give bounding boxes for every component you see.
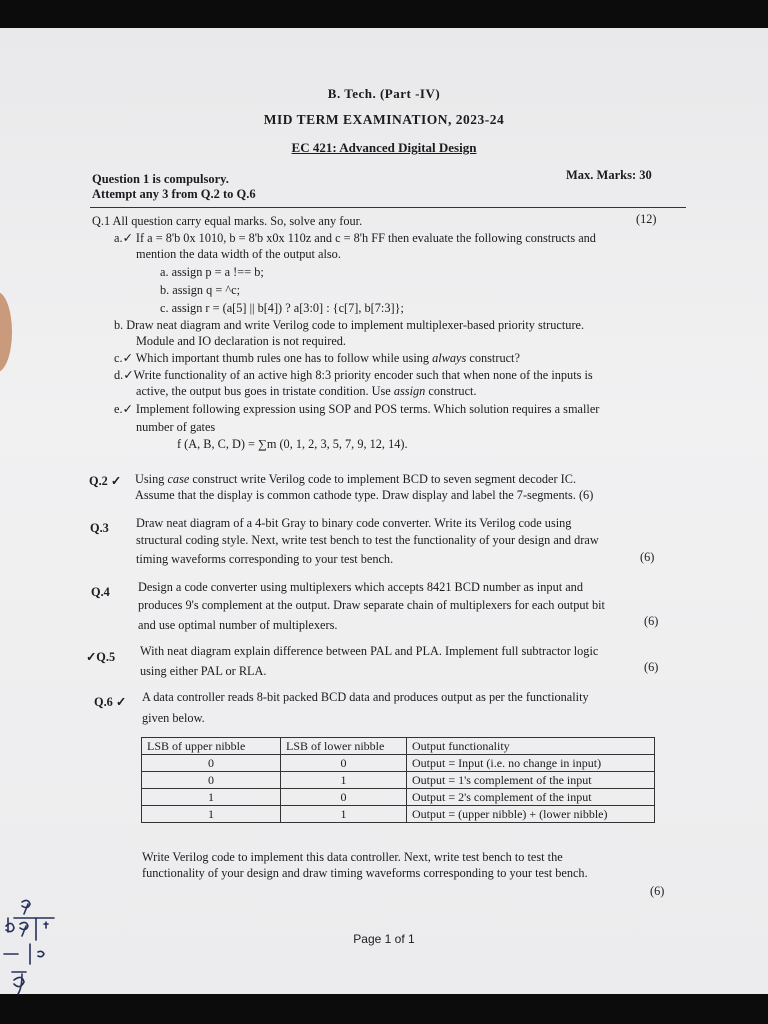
table-row bbox=[142, 789, 655, 806]
q1a-ii: b. assign q = ^c; bbox=[160, 283, 240, 297]
q1d-line2: active, the output bus goes in tristate condition. Use assign construct. bbox=[136, 384, 477, 398]
table-cell: 1 bbox=[281, 806, 407, 823]
q1e-line1: e.✓ Implement following expression using SOP and POS terms. Which solution requires a smaller bbox=[114, 402, 600, 416]
q3-line1: Draw neat diagram of a 4-bit Gray to binary code converter. Write its Verilog code using bbox=[136, 516, 572, 530]
table-cell: 0 bbox=[142, 755, 281, 772]
q1-title: Q.1 All question carry equal marks. So, solve any four. bbox=[92, 214, 363, 228]
table-cell: Output = Input (i.e. no change in input) bbox=[407, 755, 655, 772]
table-header: LSB of lower nibble bbox=[281, 738, 407, 755]
table-row bbox=[142, 806, 655, 823]
q1c-line1: c.✓ Which important thumb rules one has to follow while using always construct? bbox=[114, 351, 520, 365]
course-line: B. Tech. (Part -IV) bbox=[327, 86, 441, 101]
q1a-line2: mention the data width of the output also. bbox=[136, 247, 341, 261]
table-header: LSB of upper nibble bbox=[142, 738, 281, 755]
q1a-iii: c. assign r = (a[5] || b[4]) ? a[3:0] : {c[7], b[7:3]}; bbox=[160, 301, 404, 315]
table-cell: 0 bbox=[281, 755, 407, 772]
q6-line2: given below. bbox=[142, 711, 205, 725]
q6-marks: (6) bbox=[650, 884, 665, 898]
table-row bbox=[142, 755, 655, 772]
q5-number: ✓Q.5 bbox=[86, 650, 116, 664]
q5-line1: With neat diagram explain difference between PAL and PLA. Implement full subtractor logic bbox=[140, 644, 599, 658]
q1b-line2: Module and IO declaration is not required. bbox=[136, 334, 347, 348]
q6-after-line1: Write Verilog code to implement this data controller. Next, write test bench to test the bbox=[142, 850, 563, 864]
q3-number: Q.3 bbox=[90, 521, 109, 535]
q5-marks: (6) bbox=[644, 660, 659, 674]
table-cell: 1 bbox=[281, 772, 407, 789]
functionality-table bbox=[141, 737, 655, 823]
table-cell: Output = 1's complement of the input bbox=[407, 772, 655, 789]
q1e-line2: number of gates bbox=[136, 420, 216, 434]
q2-line1: Using case construct write Verilog code to implement BCD to seven segment decoder IC. bbox=[135, 472, 577, 486]
q4-line3: and use optimal number of multiplexers. bbox=[138, 618, 338, 632]
table-header: Output functionality bbox=[407, 738, 655, 755]
q5-line2: using either PAL or RLA. bbox=[140, 664, 267, 678]
q4-line2: produces 9's complement at the output. Draw separate chain of multiplexers for each output bit bbox=[138, 598, 605, 612]
subject-title: EC 421: Advanced Digital Design bbox=[291, 140, 477, 155]
table-cell: 1 bbox=[142, 789, 281, 806]
q1e-expression: f (A, B, C, D) = ∑m (0, 1, 2, 3, 5, 7, 9, 12, 14). bbox=[177, 437, 408, 451]
table-cell: 1 bbox=[142, 806, 281, 823]
table-row bbox=[142, 772, 655, 789]
q1d-line1: d.✓Write functionality of an active high 8:3 priority encoder such that when none of the inputs is bbox=[114, 368, 593, 382]
q1-marks: (12) bbox=[636, 212, 657, 226]
table-cell: Output = 2's complement of the input bbox=[407, 789, 655, 806]
q4-number: Q.4 bbox=[91, 585, 110, 599]
q1a-i: a. assign p = a !== b; bbox=[160, 265, 264, 279]
q4-line1: Design a code converter using multiplexers which accepts 8421 BCD number as input and bbox=[138, 580, 583, 594]
instruction-attempt: Attempt any 3 from Q.2 to Q.6 bbox=[92, 187, 256, 201]
page-number: Page 1 of 1 bbox=[353, 932, 415, 946]
q3-marks: (6) bbox=[640, 550, 655, 564]
q1b-line1: b. Draw neat diagram and write Verilog code to implement multiplexer-based priority structure. bbox=[114, 318, 585, 332]
table-cell: 0 bbox=[142, 772, 281, 789]
max-marks: Max. Marks: 30 bbox=[566, 168, 652, 182]
q6-number: Q.6 ✓ bbox=[94, 695, 127, 709]
table-cell: 0 bbox=[281, 789, 407, 806]
q6-after-line2: functionality of your design and draw timing waveforms corresponding to your test bench. bbox=[142, 866, 588, 880]
q2-number: Q.2 ✓ bbox=[89, 474, 122, 488]
table-cell: Output = (upper nibble) + (lower nibble) bbox=[407, 806, 655, 823]
instruction-compulsory: Question 1 is compulsory. bbox=[92, 172, 229, 186]
q4-marks: (6) bbox=[644, 614, 659, 628]
q2-line2: Assume that the display is common cathode type. Draw display and label the 7-segments. (6) bbox=[135, 488, 594, 502]
q3-line3: timing waveforms corresponding to your test bench. bbox=[136, 552, 394, 566]
divider-line bbox=[90, 207, 686, 208]
handwritten-scribble bbox=[0, 896, 60, 996]
q3-line2: structural coding style. Next, write test bench to test the functionality of your design and draw bbox=[136, 533, 599, 547]
exam-title: MID TERM EXAMINATION, 2023-24 bbox=[263, 112, 505, 127]
table-header-row bbox=[142, 738, 655, 755]
q1a-line1: a.✓ If a = 8'b 0x 1010, b = 8'b x0x 110z and c = 8'h FF then evaluate the following constructs and bbox=[114, 231, 596, 245]
q6-line1: A data controller reads 8-bit packed BCD data and produces output as per the functionality bbox=[142, 690, 589, 704]
